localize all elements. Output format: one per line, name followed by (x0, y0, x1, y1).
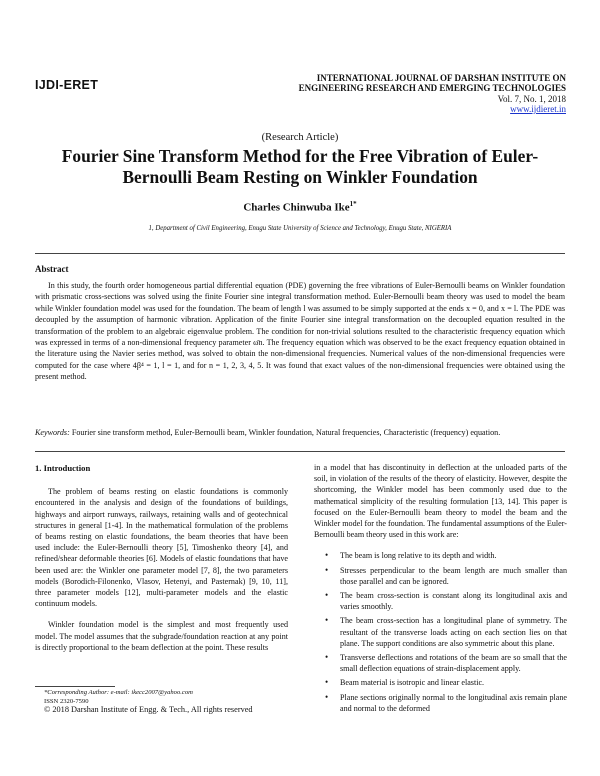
journal-header (266, 73, 566, 115)
issn: ISSN 2320-7590 (44, 697, 89, 705)
journal-name-line1: INTERNATIONAL JOURNAL OF DARSHAN INSTITUTE ON (316, 73, 566, 83)
divider-top (35, 253, 565, 254)
divider-bottom (35, 451, 565, 452)
journal-volume: Vol. 7, No. 1, 2018 (497, 93, 566, 104)
column-right (314, 462, 567, 717)
list-item: • Transverse deflections and rotations of the beam are so small that the small deflection equations of strain-displacement apply. (340, 652, 567, 674)
journal-url-link[interactable]: www.ijdieret.in (510, 104, 566, 115)
article-type: (Research Article) (261, 132, 339, 143)
intro-paragraph-3: in a model that has discontinuity in deflection at the unloaded parts of the soil, in violation of the results of the theory of elasticity. However, despite the shortcoming, the Winkler model has been commonly used due to the mathematical simplicity of the resulting formulation [13, 14]. This paper is focused on the Euler-Bernoulli beam theory to model the beam and the Winkler model for the foundation. The fundamental assumptions of the Euler-Bernoulli beam theory used in this work are: (314, 463, 567, 540)
abstract-heading: Abstract (35, 264, 69, 274)
keywords-label: Keywords: (35, 428, 70, 437)
list-item: • Beam material is isotropic and linear elastic. (340, 677, 567, 688)
copyright: © 2018 Darshan Institute of Engg. & Tech., All rights reserved (44, 705, 253, 715)
list-item: • The beam cross-section has a longitudinal plane of symmetry. The resultant of the transverse loads acting on each section lies on that plane. The support conditions are also symmetric about this plane. (340, 615, 567, 649)
journal-logo: IJDI-ERET (35, 78, 99, 92)
list-item: • Plane sections originally normal to the longitudinal axis remain plane and normal to the deformed (340, 692, 567, 714)
keywords-text: Fourier sine transform method, Euler-Bernoulli beam, Winkler foundation, Natural frequencies, Characteristic (frequency) equation. (71, 428, 501, 437)
author-name-text: Charles Chinwuba Ike (243, 201, 350, 214)
keywords (35, 427, 565, 438)
author-name (0, 200, 600, 214)
intro-paragraph-2: Winkler foundation model is the simplest and most frequently used model. The model assumes that the subgrade/foundation reaction at any point is directly proportional to the beam deflection at the point. These results (35, 620, 288, 652)
author-affiliation: 1, Department of Civil Engineering, Enugu State University of Science and Technology, Enugu State, NIGERIA (148, 225, 452, 232)
footnote-divider (35, 686, 115, 687)
section-heading-introduction: 1. Introduction (35, 463, 91, 473)
abstract-text: In this study, the fourth order homogeneous partial differential equation (PDE) governing the free vibrations of Euler-Bernoulli beams on Winkler foundation with prismatic cross-sections was solved using the finite Fourier sine integral transformation method. Euler-Bernoulli beam theory was used to model the beam while Winkler foundation model was used for the foundation. The beam of length l was assumed to be simply supported at the ends x = 0, and x = l. The PDE was decoupled by the assumption of harmonic vibration. Application of the finite Fourier sine integral transformation on the decoupled equation resulted in the transformation of the problem to an algebraic eigenvalue problem. The condition for non-trivial solutions resulted to the characteristic frequency equation which was expressed in terms of a non-dimensional frequency parameter ω̄n. The frequency equation which was observed to be the exact frequency equation obtained in the literature using the Navier series method, was solved to obtain the non-dimensional frequencies. Numerical values of the non-dimensional frequencies were computed for the case where 4β⁴ = 1, l = 1, and for n = 1, 2, 3, 4, 5. It was found that exact values of the non-dimensional frequencies were obtained using the present method. (35, 281, 565, 382)
corresponding-author: *Corresponding Author: e-mail: ikecc2007@yahoo.com (44, 689, 193, 696)
assumptions-list (314, 550, 567, 714)
list-item: • Stresses perpendicular to the beam length are much smaller than those parallel and can be ignored. (340, 565, 567, 587)
journal-name-line2: ENGINEERING RESEARCH AND EMERGING TECHNOLOGIES (298, 83, 566, 94)
author-superscript: 1* (349, 200, 357, 208)
column-left (35, 463, 288, 663)
list-item: • The beam cross-section is constant along its longitudinal axis and varies smoothly. (340, 590, 567, 612)
intro-paragraph-1: The problem of beams resting on elastic foundations is commonly encountered in the analysis and design of the foundations of buildings, highways and airport runways, railways, retaining walls and of geotechnical structures in general [1-4]. In the mathematical formulation of the problems of beams resting on elastic foundations, the beam theories that have been used include: the Euler-Bernoulli theory [5], Timoshenko theory [4], and refined/shear deformable theories [6]. Models of elastic foundations that have been used are: the Winkler one parameter model [7, 8], the two parameters models (Borodich-Filonenko, Vlasov, Hetenyi, and Pasternak) [9, 10, 11], three parameter models [12], multi-parameter models and the elastic continuum models. (35, 487, 288, 609)
footnote (44, 689, 253, 715)
paper-title: Fourier Sine Transform Method for the Free Vibration of Euler-Bernoulli Beam Resting on Winkler Foundation (61, 146, 539, 187)
list-item: • The beam is long relative to its depth and width. (340, 550, 567, 561)
